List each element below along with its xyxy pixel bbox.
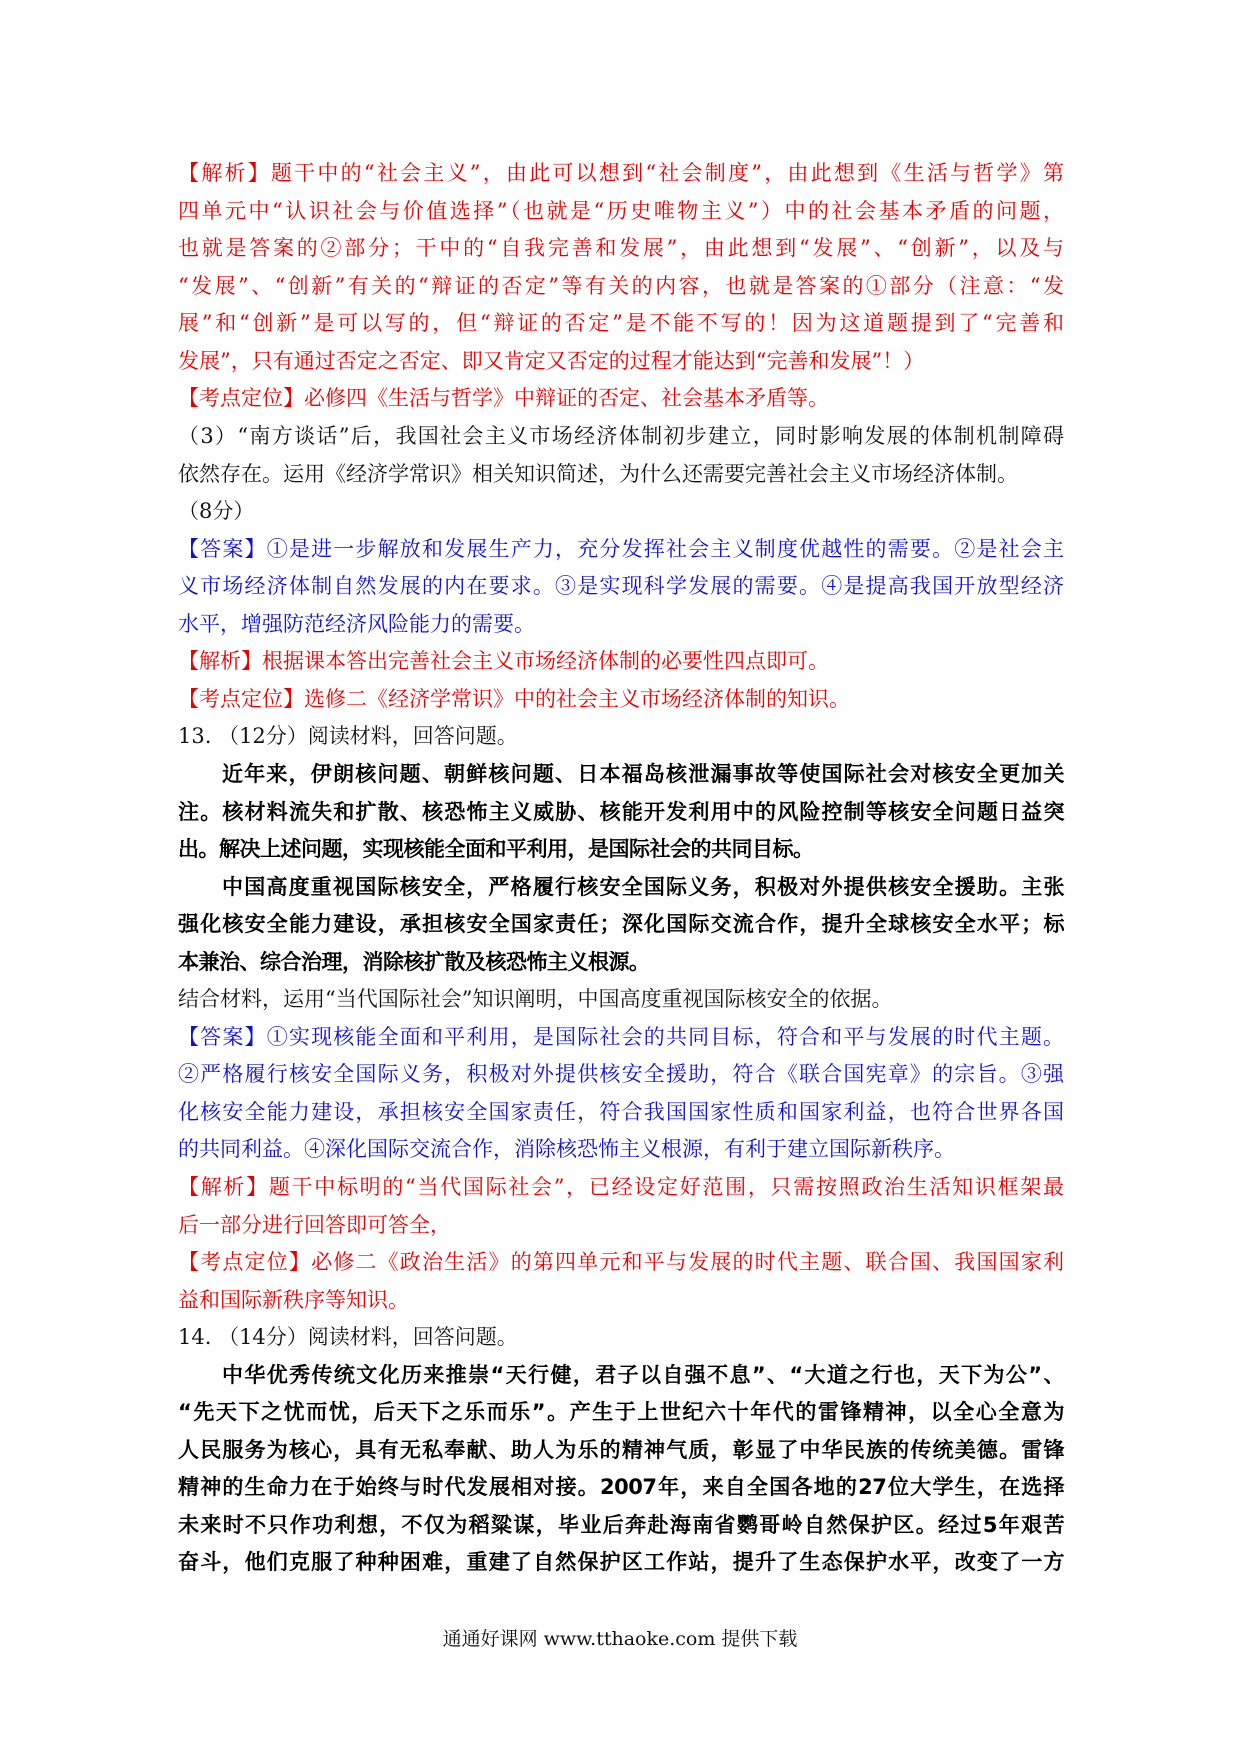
knowledge-point-line: 【考点定位】选修二《经济学常识》中的社会主义市场经济体制的知识。 bbox=[178, 687, 850, 711]
knowledge-point-line: 益和国际新秩序等知识。 bbox=[178, 1288, 409, 1312]
analysis-line: 【解析】题干中标明的“当代国际社会”，已经设定好范围，只需按照政治生活知识框架最 bbox=[178, 1175, 1064, 1199]
material-line: 人民服务为核心，具有无私奉献、助人为乐的精神气质，彰显了中华民族的传统美德。雷锋 bbox=[178, 1438, 1064, 1462]
material-line: 精神的生命力在于始终与时代发展相对接。2007年，来自全国各地的27位大学生，在选择 bbox=[178, 1475, 1064, 1499]
question-heading: 14. （14分）阅读材料，回答问题。 bbox=[178, 1325, 518, 1349]
analysis-line: 后一部分进行回答即可答全， bbox=[178, 1213, 451, 1237]
question-line: （3）“南方谈话”后，我国社会主义市场经济体制初步建立，同时影响发展的体制机制障碍 bbox=[178, 424, 1064, 448]
question-line: 依然存在。运用《经济学常识》相关知识简述，为什么还需要完善社会主义市场经济体制。 bbox=[178, 462, 1018, 486]
answer-line: 的共同利益。④深化国际交流合作，消除核恐怖主义根源，有利于建立国际新秩序。 bbox=[178, 1137, 955, 1161]
analysis-line: 展”和“创新”是可以写的，但“辩证的否定”是不能不写的！因为这道题提到了“完善和 bbox=[178, 311, 1064, 335]
answer-line: 【答案】①实现核能全面和平利用，是国际社会的共同目标，符合和平与发展的时代主题。 bbox=[178, 1025, 1064, 1049]
material-line: 中国高度重视国际核安全，严格履行核安全国际义务，积极对外提供核安全援助。主张 bbox=[222, 875, 1064, 899]
answer-line: 化核安全能力建设，承担核安全国家责任，符合我国国家性质和国家利益，也符合世界各国 bbox=[178, 1100, 1064, 1124]
material-line: 中华优秀传统文化历来推崇“天行健，君子以自强不息”、“大道之行也，天下为公”、 bbox=[222, 1363, 1064, 1387]
answer-line: 【答案】①是进一步解放和发展生产力，充分发挥社会主义制度优越性的需要。②是社会主 bbox=[178, 537, 1064, 561]
material-line: 本兼治、综合治理，消除核扩散及核恐怖主义根源。 bbox=[178, 950, 650, 974]
analysis-line: 【解析】题干中的“社会主义”，由此可以想到“社会制度”，由此想到《生活与哲学》第 bbox=[178, 161, 1064, 185]
material-line: 出。解决上述问题，实现核能全面和平利用，是国际社会的共同目标。 bbox=[178, 837, 814, 861]
page-footer: 通通好课网 www.tthaoke.com 提供下载 bbox=[442, 1628, 798, 1650]
knowledge-point-line: 【考点定位】必修二《政治生活》的第四单元和平与发展的时代主题、联合国、我国国家利 bbox=[178, 1250, 1064, 1274]
material-line: 未来时不只作功利想，不仅为稻粱谋，毕业后奔赴海南省鹦哥岭自然保护区。经过5年艰苦 bbox=[178, 1513, 1064, 1537]
question-line: 结合材料，运用“当代国际社会”知识阐明，中国高度重视国际核安全的依据。 bbox=[178, 987, 893, 1011]
material-line: 奋斗，他们克服了种种困难，重建了自然保护区工作站，提升了生态保护水平，改变了一方 bbox=[178, 1550, 1064, 1574]
material-line: 注。核材料流失和扩散、核恐怖主义威胁、核能开发利用中的风险控制等核安全问题日益突 bbox=[178, 800, 1064, 824]
answer-line: ②严格履行核安全国际义务，积极对外提供核安全援助，符合《联合国宪章》的宗旨。③强 bbox=[178, 1062, 1064, 1086]
question-heading: 13. （12分）阅读材料，回答问题。 bbox=[178, 724, 518, 748]
analysis-line: “发展”、“创新”有关的“辩证的否定”等有关的内容，也就是答案的①部分（注意：“发 bbox=[178, 274, 1064, 298]
question-score: （8分） bbox=[178, 499, 255, 523]
material-line: 近年来，伊朗核问题、朝鲜核问题、日本福岛核泄漏事故等使国际社会对核安全更加关 bbox=[222, 762, 1064, 786]
analysis-line: 【解析】根据课本答出完善社会主义市场经济体制的必要性四点即可。 bbox=[178, 649, 829, 673]
answer-line: 水平，增强防范经济风险能力的需要。 bbox=[178, 612, 535, 636]
analysis-line: 发展”，只有通过否定之否定、即又肯定又否定的过程才能达到“完善和发展”！） bbox=[178, 349, 925, 373]
material-line: “先天下之忧而忧，后天下之乐而乐”。产生于上世纪六十年代的雷锋精神，以全心全意为 bbox=[178, 1400, 1064, 1424]
knowledge-point-line: 【考点定位】必修四《生活与哲学》中辩证的否定、社会基本矛盾等。 bbox=[178, 386, 829, 410]
analysis-line: 也就是答案的②部分；干中的“自我完善和发展”，由此想到“发展”、“创新”，以及与 bbox=[178, 236, 1064, 260]
answer-line: 义市场经济体制自然发展的内在要求。③是实现科学发展的需要。④是提高我国开放型经济 bbox=[178, 574, 1064, 598]
analysis-line: 四单元中“认识社会与价值选择”（也就是“历史唯物主义”）中的社会基本矛盾的问题， bbox=[178, 199, 1064, 223]
material-line: 强化核安全能力建设，承担核安全国家责任；深化国际交流合作，提升全球核安全水平；标 bbox=[178, 912, 1064, 936]
